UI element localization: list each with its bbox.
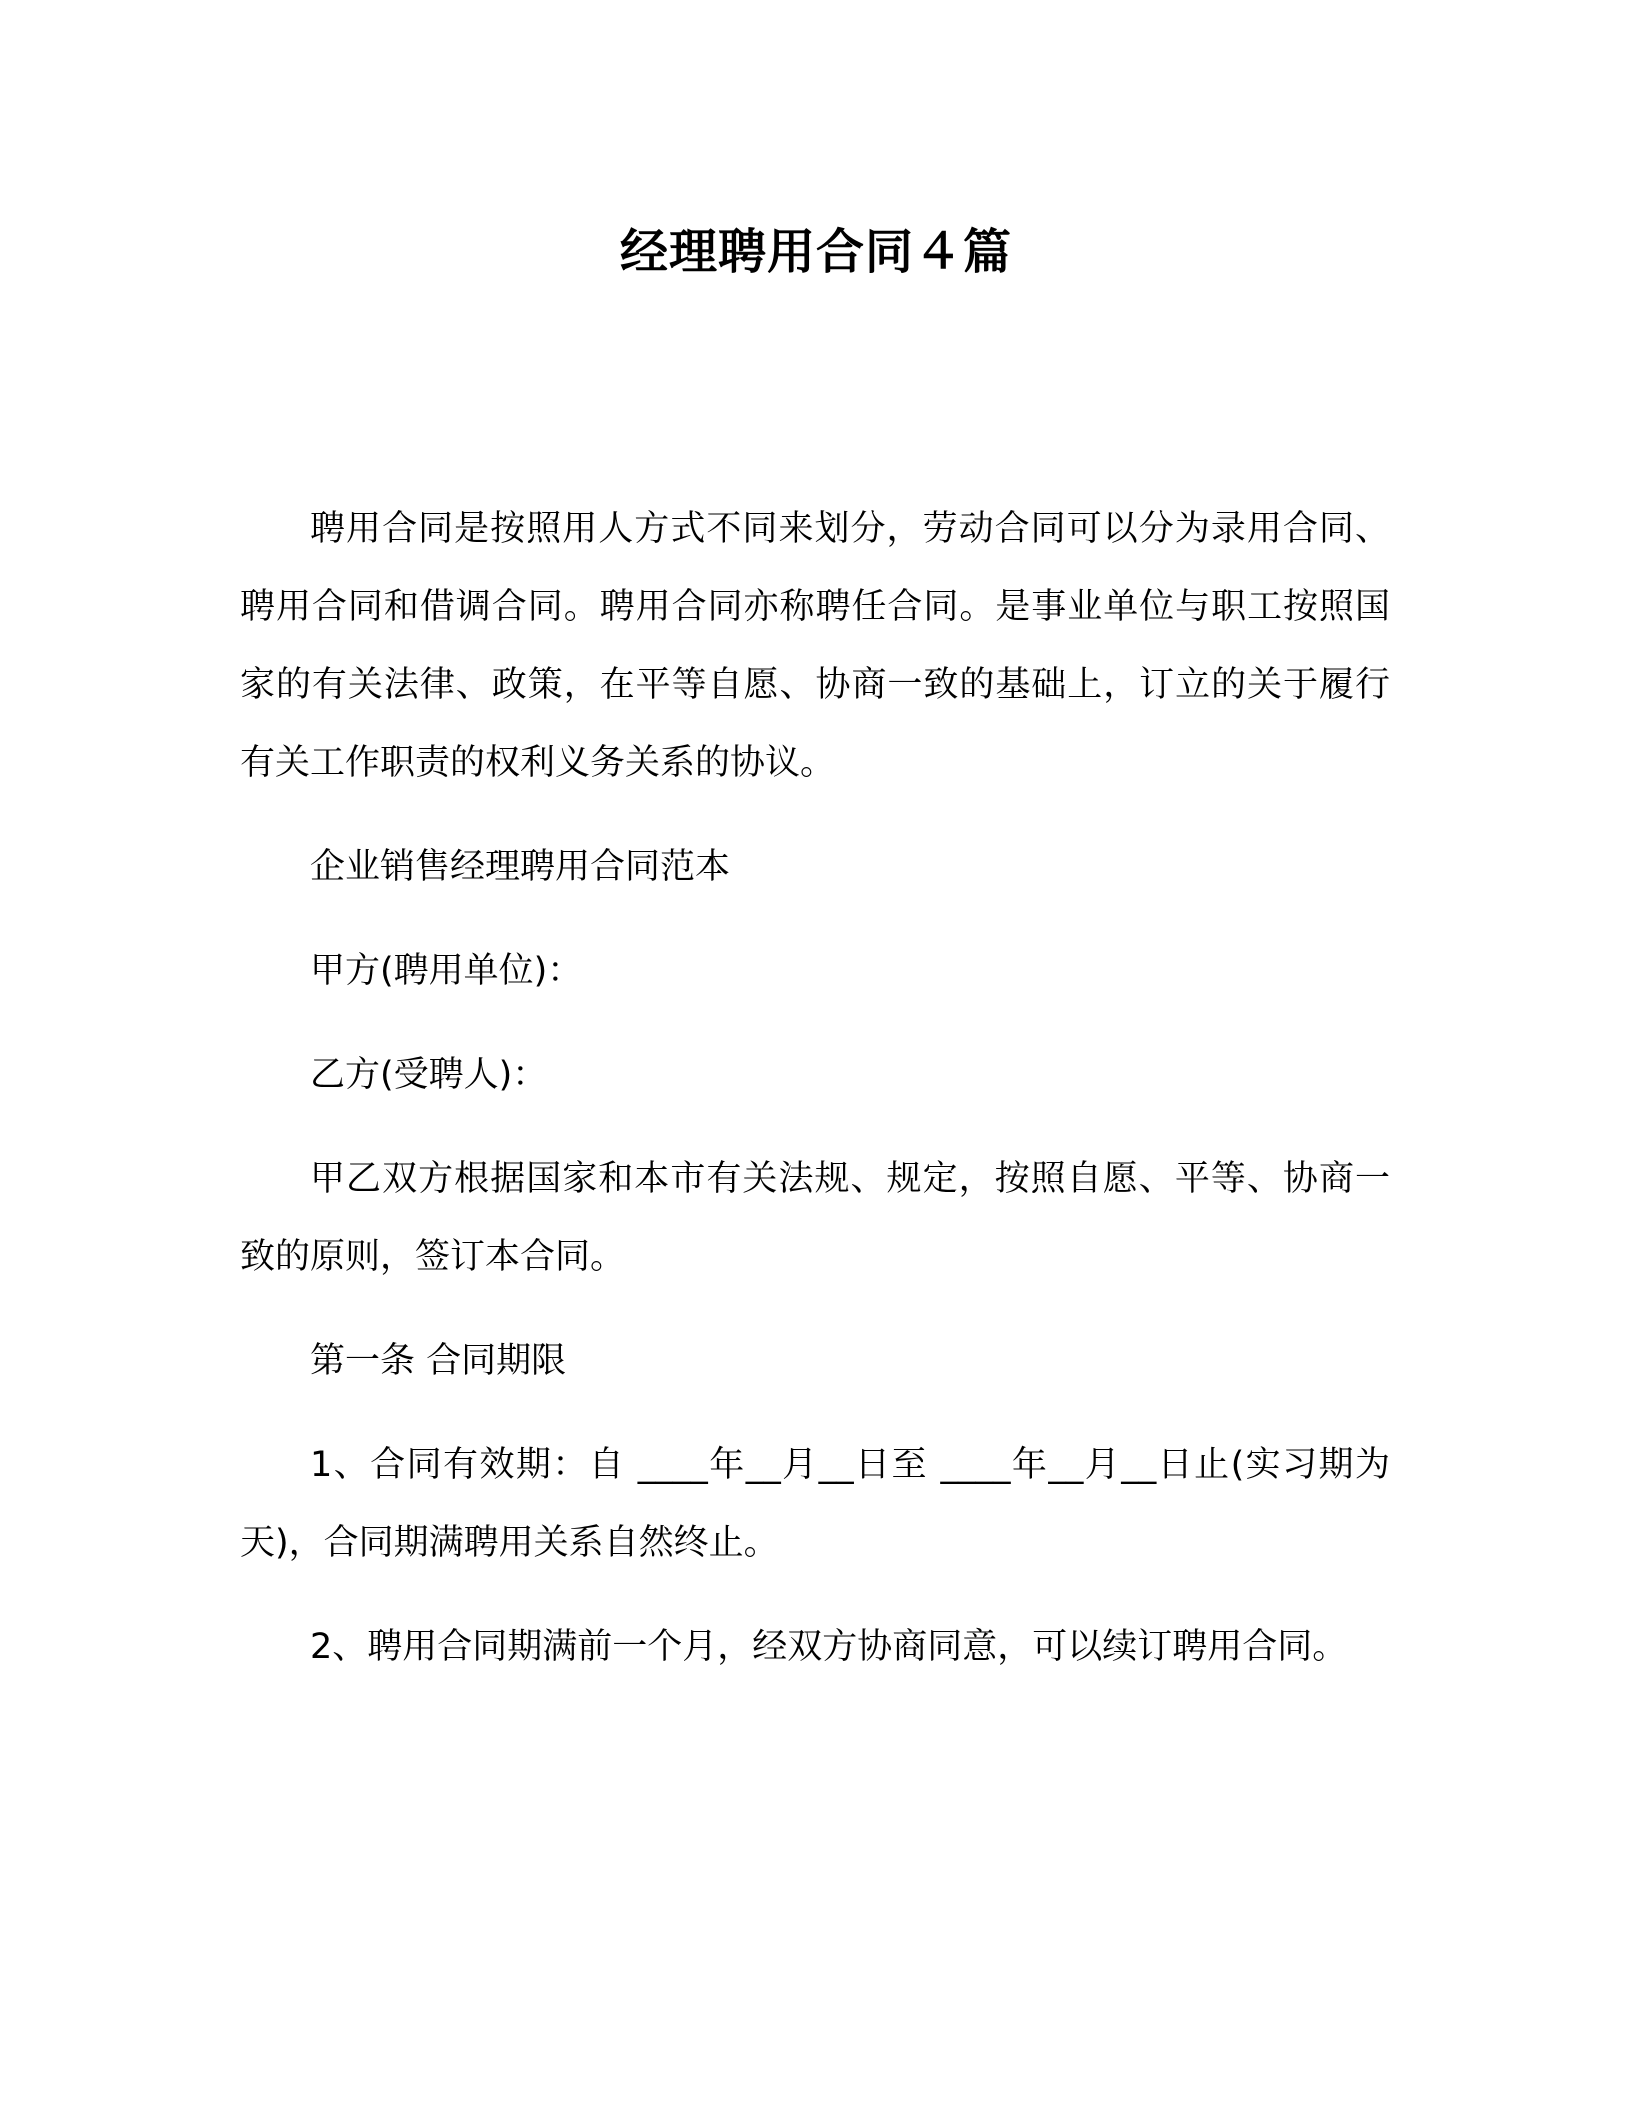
intro-paragraph: 聘用合同是按照用人方式不同来划分，劳动合同可以分为录用合同、聘用合同和借调合同。聘用合同亦称聘任合同。是事业单位与职工按照国家的有关法律、政策，在平等自愿、协商一致的基础上，订立的关于履行有关工作职责的权利义务关系的协议。 — [240, 509, 1390, 783]
document-body — [240, 490, 1390, 1686]
clause-one-paragraph: 1、合同有效期：自 ____年__月__日至 ____年__月__日止(实习期为 天)，合同期满聘用关系自然终止。 — [240, 1445, 1390, 1563]
party-a-line: 甲方(聘用单位)： — [310, 951, 583, 991]
agreement-paragraph: 甲乙双方根据国家和本市有关法规、规定，按照自愿、平等、协商一致的原则，签订本合同。 — [240, 1159, 1390, 1277]
document-title: 经理聘用合同４篇 — [619, 224, 1012, 280]
clause-two-paragraph: 2、聘用合同期满前一个月，经双方协商同意，可以续订聘用合同。 — [310, 1627, 1348, 1667]
section-heading: 企业销售经理聘用合同范本 — [310, 847, 731, 887]
party-b-line: 乙方(受聘人)： — [310, 1055, 548, 1095]
article-one-heading: 第一条 合同期限 — [310, 1341, 567, 1381]
